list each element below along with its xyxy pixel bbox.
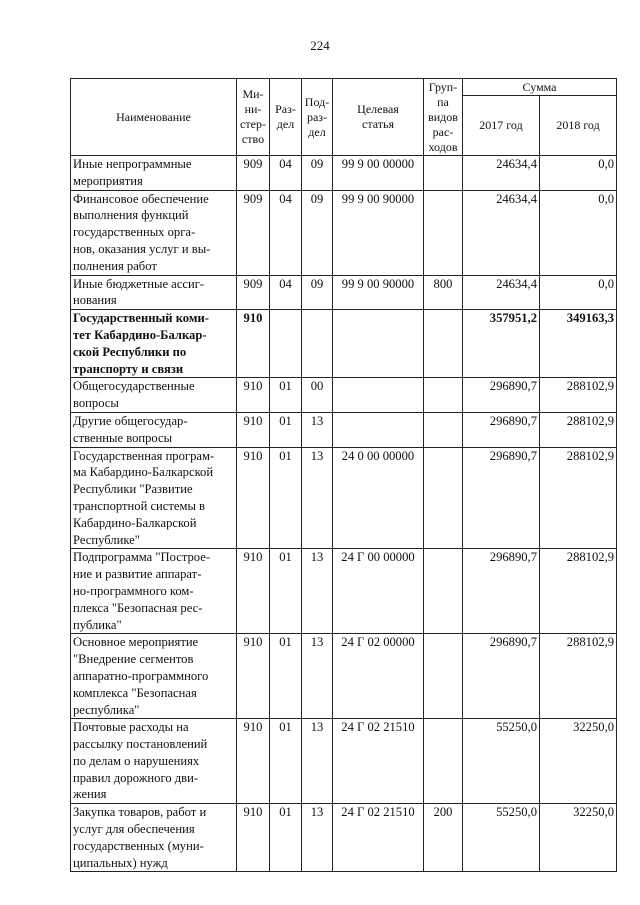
cell-target: 24 Г 02 21510 bbox=[333, 804, 424, 872]
cell-group bbox=[424, 190, 463, 275]
cell-2018: 32250,0 bbox=[540, 719, 617, 804]
cell-section: 01 bbox=[270, 549, 302, 634]
cell-subsection: 00 bbox=[302, 378, 333, 413]
cell-2017: 296890,7 bbox=[463, 634, 540, 719]
cell-name: Иные непрограммные мероприятия bbox=[71, 156, 237, 191]
cell-subsection: 13 bbox=[302, 447, 333, 549]
cell-ministry: 910 bbox=[237, 378, 270, 413]
cell-section: 01 bbox=[270, 412, 302, 447]
cell-2017: 24634,4 bbox=[463, 190, 540, 275]
cell-ministry: 910 bbox=[237, 719, 270, 804]
cell-group bbox=[424, 156, 463, 191]
cell-group: 200 bbox=[424, 804, 463, 872]
cell-name: Подпрограмма "Построе- ние и развитие аппарат- но-программного ком- плекса "Безопасная рес- публика" bbox=[71, 549, 237, 634]
cell-2018: 288102,9 bbox=[540, 634, 617, 719]
cell-group bbox=[424, 549, 463, 634]
header-subsection: Под- раз- дел bbox=[302, 79, 333, 156]
table-row bbox=[71, 634, 617, 719]
cell-name: Иные бюджетные ассиг- нования bbox=[71, 275, 237, 310]
cell-section: 01 bbox=[270, 804, 302, 872]
header-section: Раз- дел bbox=[270, 79, 302, 156]
cell-group bbox=[424, 719, 463, 804]
table-row bbox=[71, 310, 617, 378]
cell-2018: 288102,9 bbox=[540, 378, 617, 413]
cell-subsection bbox=[302, 310, 333, 378]
cell-2018: 0,0 bbox=[540, 190, 617, 275]
table-row bbox=[71, 275, 617, 310]
cell-2017: 24634,4 bbox=[463, 275, 540, 310]
cell-name: Государственный коми- тет Кабардино-Балкар- ской Республики по транспорту и связи bbox=[71, 310, 237, 378]
cell-target: 24 Г 02 21510 bbox=[333, 719, 424, 804]
page-number: 224 bbox=[310, 38, 330, 53]
cell-section: 04 bbox=[270, 275, 302, 310]
cell-group bbox=[424, 310, 463, 378]
cell-2017: 55250,0 bbox=[463, 804, 540, 872]
cell-ministry: 910 bbox=[237, 412, 270, 447]
cell-ministry: 910 bbox=[237, 634, 270, 719]
header-2017: 2017 год bbox=[463, 96, 540, 156]
cell-name: Государственная програм- ма Кабардино-Балкарской Республики "Развитие транспортной системы в Кабардино-Балкарской Республике" bbox=[71, 447, 237, 549]
cell-ministry: 910 bbox=[237, 447, 270, 549]
cell-2017: 24634,4 bbox=[463, 156, 540, 191]
header-name: Наименование bbox=[71, 79, 237, 156]
table-row bbox=[71, 804, 617, 872]
cell-target bbox=[333, 378, 424, 413]
header-group: Груп- па видов рас- ходов bbox=[424, 79, 463, 156]
cell-name: Основное мероприятие "Внедрение сегментов аппаратно-программного комплекса "Безопасная республика" bbox=[71, 634, 237, 719]
cell-subsection: 13 bbox=[302, 549, 333, 634]
cell-2017: 296890,7 bbox=[463, 412, 540, 447]
table-row bbox=[71, 549, 617, 634]
cell-section bbox=[270, 310, 302, 378]
cell-subsection: 09 bbox=[302, 275, 333, 310]
cell-name: Другие общегосудар- ственные вопросы bbox=[71, 412, 237, 447]
cell-target bbox=[333, 412, 424, 447]
cell-name: Закупка товаров, работ и услуг для обеспечения государственных (муни- ципальных) нужд bbox=[71, 804, 237, 872]
cell-section: 04 bbox=[270, 156, 302, 191]
cell-ministry: 909 bbox=[237, 190, 270, 275]
cell-target: 99 9 00 90000 bbox=[333, 275, 424, 310]
cell-section: 01 bbox=[270, 447, 302, 549]
cell-2018: 0,0 bbox=[540, 275, 617, 310]
cell-2018: 288102,9 bbox=[540, 447, 617, 549]
cell-subsection: 13 bbox=[302, 719, 333, 804]
cell-2017: 296890,7 bbox=[463, 447, 540, 549]
cell-target: 24 Г 00 00000 bbox=[333, 549, 424, 634]
cell-section: 01 bbox=[270, 378, 302, 413]
cell-subsection: 13 bbox=[302, 634, 333, 719]
cell-subsection: 09 bbox=[302, 156, 333, 191]
cell-subsection: 13 bbox=[302, 412, 333, 447]
cell-target bbox=[333, 310, 424, 378]
cell-2018: 32250,0 bbox=[540, 804, 617, 872]
cell-target: 24 0 00 00000 bbox=[333, 447, 424, 549]
cell-2018: 0,0 bbox=[540, 156, 617, 191]
table-row bbox=[71, 719, 617, 804]
cell-name: Финансовое обеспечение выполнения функций государственных орга- нов, оказания услуг и вы- полнения работ bbox=[71, 190, 237, 275]
cell-name: Общегосударственные вопросы bbox=[71, 378, 237, 413]
cell-2017: 296890,7 bbox=[463, 549, 540, 634]
cell-section: 04 bbox=[270, 190, 302, 275]
table-row bbox=[71, 156, 617, 191]
cell-group bbox=[424, 634, 463, 719]
cell-2018: 288102,9 bbox=[540, 549, 617, 634]
cell-ministry: 910 bbox=[237, 549, 270, 634]
cell-section: 01 bbox=[270, 634, 302, 719]
cell-ministry: 909 bbox=[237, 156, 270, 191]
cell-target: 99 9 00 00000 bbox=[333, 156, 424, 191]
cell-name: Почтовые расходы на рассылку постановлений по делам о нарушениях правил дорожного дви- жения bbox=[71, 719, 237, 804]
cell-2018: 349163,3 bbox=[540, 310, 617, 378]
cell-subsection: 09 bbox=[302, 190, 333, 275]
cell-2017: 296890,7 bbox=[463, 378, 540, 413]
cell-group bbox=[424, 447, 463, 549]
header-2018: 2018 год bbox=[540, 96, 617, 156]
cell-group bbox=[424, 378, 463, 413]
cell-2017: 357951,2 bbox=[463, 310, 540, 378]
header-ministry: Ми- ни- стер- ство bbox=[237, 79, 270, 156]
cell-2018: 288102,9 bbox=[540, 412, 617, 447]
cell-ministry: 909 bbox=[237, 275, 270, 310]
cell-group: 800 bbox=[424, 275, 463, 310]
header-target: Целевая статья bbox=[333, 79, 424, 156]
table-row bbox=[71, 190, 617, 275]
cell-ministry: 910 bbox=[237, 804, 270, 872]
header-sum: Сумма bbox=[463, 79, 617, 96]
cell-2017: 55250,0 bbox=[463, 719, 540, 804]
cell-group bbox=[424, 412, 463, 447]
table-row bbox=[71, 412, 617, 447]
table-row bbox=[71, 447, 617, 549]
cell-section: 01 bbox=[270, 719, 302, 804]
cell-subsection: 13 bbox=[302, 804, 333, 872]
table-row bbox=[71, 378, 617, 413]
cell-target: 24 Г 02 00000 bbox=[333, 634, 424, 719]
budget-table bbox=[70, 78, 617, 872]
cell-target: 99 9 00 90000 bbox=[333, 190, 424, 275]
cell-ministry: 910 bbox=[237, 310, 270, 378]
